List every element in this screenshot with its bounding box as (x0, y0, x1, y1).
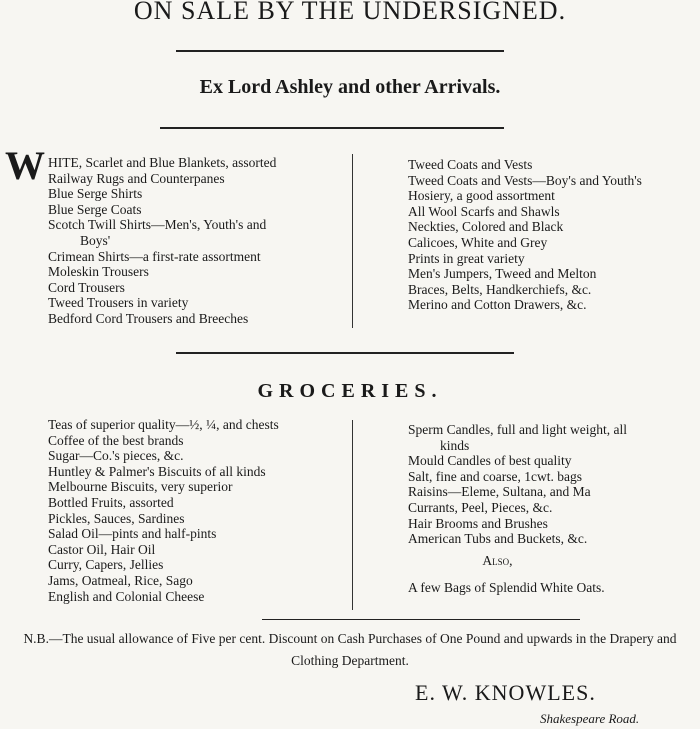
signature: E. W. KNOWLES. (415, 680, 596, 705)
list-item: Men's Jumpers, Tweed and Melton (408, 266, 597, 282)
address: Shakespeare Road. (540, 711, 640, 726)
list-item: Crimean Shirts—a first-rate assortment (48, 248, 261, 264)
list-item: American Tubs and Buckets, &c. (408, 531, 588, 547)
list-item: Bottled Fruits, assorted (48, 494, 174, 510)
list-item: Pickles, Sauces, Sardines (48, 510, 185, 526)
list-item: Tweed Trousers in variety (48, 295, 189, 311)
list-item: Castor Oil, Hair Oil (48, 541, 156, 557)
also-label: Also, (482, 552, 513, 568)
divider-bottom (262, 619, 580, 620)
list-item: English and Colonial Cheese (48, 588, 205, 604)
list-item: Coffee of the best brands (48, 432, 184, 448)
oats-line: A few Bags of Splendid White Oats. (408, 580, 605, 596)
list-item: Blue Serge Shirts (48, 186, 143, 202)
list-item: kinds (440, 437, 470, 453)
drapery-right-column (408, 157, 642, 313)
list-item: Merino and Cotton Drawers, &c. (408, 297, 587, 313)
list-item: Moleskin Trousers (48, 264, 149, 280)
list-item: Neckties, Colored and Black (408, 219, 564, 235)
list-item: Cord Trousers (48, 279, 125, 295)
list-item: Huntley & Palmer's Biscuits of all kinds (48, 463, 266, 479)
divider-sub (160, 127, 504, 129)
divider-top (176, 50, 504, 52)
nb-note: N.B.—The usual allowance of Five per cent. Discount on Cash Purchases of One Pound and upwards in the Drapery and Clothing Department. (23, 631, 677, 668)
list-item: Raisins—Eleme, Sultana, and Ma (408, 484, 591, 500)
list-item: Prints in great variety (408, 250, 525, 266)
list-item: Braces, Belts, Handkerchiefs, &c. (408, 281, 592, 297)
list-item: Salt, fine and coarse, 1cwt. bags (408, 468, 582, 484)
list-item: Railway Rugs and Counterpanes (48, 170, 225, 186)
list-item: Curry, Capers, Jellies (48, 557, 164, 573)
list-item: Mould Candles of best quality (408, 453, 572, 469)
groceries-heading: GROCERIES. (257, 380, 443, 402)
list-item: Melbourne Biscuits, very superior (48, 479, 233, 495)
subheadline: Ex Lord Ashley and other Arrivals. (199, 76, 501, 98)
column-divider-drapery (352, 154, 353, 328)
list-item: Bedford Cord Trousers and Breeches (48, 310, 249, 326)
list-item: Teas of superior quality—½, ¼, and chests (48, 417, 279, 432)
groceries-right-column (408, 422, 627, 596)
drop-cap: W (5, 143, 45, 188)
column-divider-groceries (352, 420, 353, 610)
list-item: Hosiery, a good assortment (408, 188, 555, 204)
list-item: Tweed Coats and Vests—Boy's and Youth's (408, 172, 642, 188)
headline: ON SALE BY THE UNDERSIGNED. (133, 0, 567, 25)
list-item: Blue Serge Coats (48, 201, 142, 217)
list-item: Sperm Candles, full and light weight, all (408, 422, 627, 437)
groceries-left-column (48, 417, 279, 604)
drapery-left-column (48, 155, 276, 327)
list-item: Sugar—Co.'s pieces, &c. (48, 448, 184, 464)
list-item: Tweed Coats and Vests (408, 157, 533, 172)
list-item: Hair Brooms and Brushes (408, 515, 548, 531)
list-item: Currants, Peel, Pieces, &c. (408, 499, 553, 515)
list-item: All Wool Scarfs and Shawls (408, 203, 560, 219)
list-item: Boys' (80, 232, 111, 248)
list-item: Salad Oil—pints and half-pints (48, 526, 217, 542)
divider-middle (176, 352, 514, 354)
list-item: Jams, Oatmeal, Rice, Sago (48, 572, 193, 588)
list-item: Calicoes, White and Grey (408, 234, 548, 250)
list-item: Scotch Twill Shirts—Men's, Youth's and (48, 217, 267, 233)
list-item: HITE, Scarlet and Blue Blankets, assorted (48, 155, 277, 170)
